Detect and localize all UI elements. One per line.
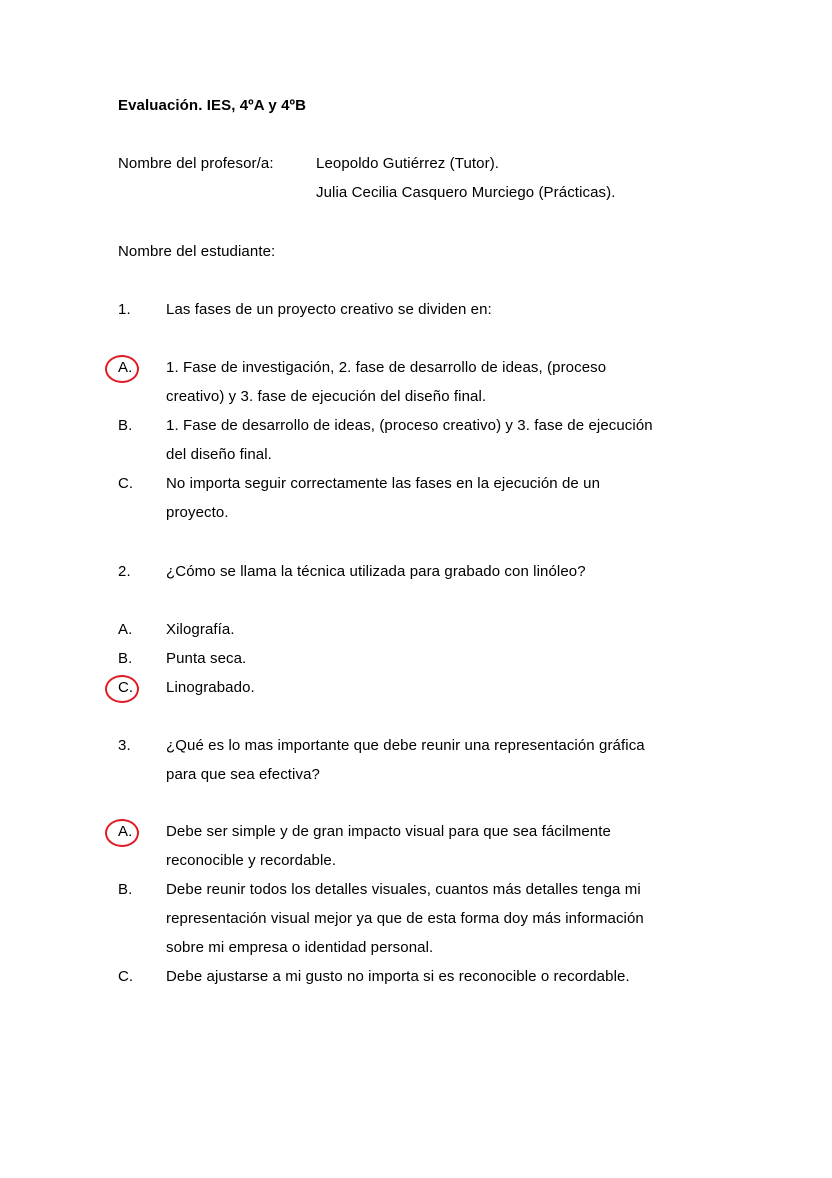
option-text: Punta seca. [166, 650, 247, 667]
teacher-name-1: Leopoldo Gutiérrez (Tutor). [316, 155, 500, 172]
option-letter: C. [118, 475, 134, 492]
option-letter: B. [118, 881, 133, 898]
question-3-text: para que sea efectiva? [166, 766, 320, 783]
option-text: 1. Fase de desarrollo de ideas, (proceso creativo) y 3. fase de ejecución [166, 417, 653, 434]
option-text: proyecto. [166, 504, 229, 521]
option-letter: B. [118, 417, 133, 434]
teacher-name-2: Julia Cecilia Casquero Murciego (Prácticas). [316, 184, 616, 201]
option-text: Xilografía. [166, 621, 235, 638]
option-text: 1. Fase de investigación, 2. fase de desarrollo de ideas, (proceso [166, 359, 607, 376]
teacher-label: Nombre del profesor/a: [118, 155, 274, 172]
option-text: sobre mi empresa o identidad personal. [166, 939, 434, 956]
question-3-text: ¿Qué es lo mas importante que debe reunir una representación gráfica [166, 737, 645, 754]
question-2-number: 2. [118, 563, 131, 580]
student-label: Nombre del estudiante: [118, 243, 276, 260]
option-letter: A. [118, 621, 133, 638]
option-text: No importa seguir correctamente las fases en la ejecución de un [166, 475, 601, 492]
option-letter: A. [118, 823, 133, 840]
question-3-number: 3. [118, 737, 131, 754]
option-text: del diseño final. [166, 446, 272, 463]
option-letter: C. [118, 968, 134, 985]
option-letter: C. [118, 679, 134, 696]
question-2-text: ¿Cómo se llama la técnica utilizada para grabado con linóleo? [166, 563, 586, 580]
question-1-number: 1. [118, 301, 131, 318]
option-text: Debe ser simple y de gran impacto visual para que sea fácilmente [166, 823, 611, 840]
option-letter: B. [118, 650, 133, 667]
option-letter: A. [118, 359, 133, 376]
option-text: Linograbado. [166, 679, 255, 696]
option-text: reconocible y recordable. [166, 852, 337, 869]
option-text: creativo) y 3. fase de ejecución del diseño final. [166, 388, 487, 405]
question-1-text: Las fases de un proyecto creativo se dividen en: [166, 301, 492, 318]
document-title: Evaluación. IES, 4ºA y 4ºB [118, 97, 307, 114]
option-text: Debe reunir todos los detalles visuales, cuantos más detalles tenga mi [166, 881, 641, 898]
option-text: Debe ajustarse a mi gusto no importa si es reconocible o recordable. [166, 968, 630, 985]
option-text: representación visual mejor ya que de esta forma doy más información [166, 910, 644, 927]
